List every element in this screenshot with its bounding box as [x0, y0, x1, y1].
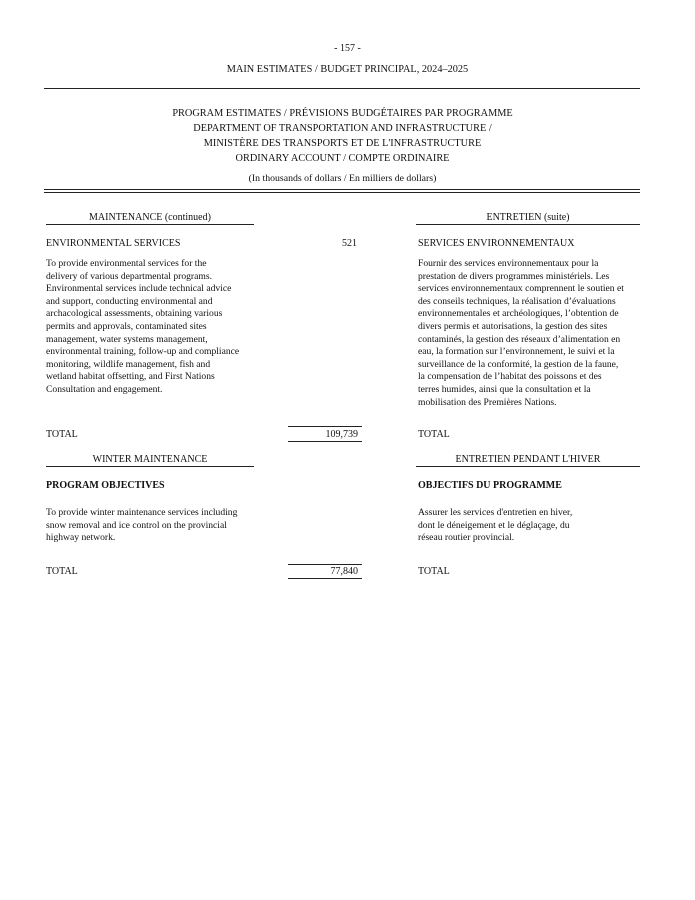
text-line: divers permis et autorisations, la gestion des sites [418, 320, 608, 332]
winter-total-bottom-rule [288, 578, 362, 579]
winter-heading-fr-rule [416, 466, 640, 467]
objectives-heading-en: PROGRAM OBJECTIVES [46, 480, 165, 491]
text-line: permits and approvals, contaminated sites [46, 320, 207, 332]
units-note: (In thousands of dollars / En milliers de dollars) [248, 173, 437, 184]
text-line: Consultation and engagement. [46, 383, 163, 395]
header-line-2: DEPARTMENT OF TRANSPORTATION AND INFRASTRUCTURE / [193, 123, 492, 134]
total-label-fr: TOTAL [418, 429, 450, 440]
text-line: Assurer les services d'entretien en hiver, [418, 507, 573, 518]
winter-heading-fr: ENTRETIEN PENDANT L'HIVER [455, 454, 601, 465]
program-amount: 521 [342, 238, 357, 249]
text-line: Environmental services include technical advice [46, 283, 232, 295]
text-line: Fournir des services environnementaux pour la [418, 258, 599, 269]
header-line-1: PROGRAM ESTIMATES / PRÉVISIONS BUDGÉTAIRES PAR PROGRAMME [172, 108, 513, 119]
text-line: eau, la formation sur l’environnement, le suivi et la [418, 346, 615, 358]
text-line: environnementales et archéologiques, l’obtention de [418, 308, 619, 320]
winter-total-amount: 77,840 [330, 566, 358, 577]
text-line: monitoring, wildlife management, fish and [46, 358, 211, 370]
text-line: To provide environmental services for the [46, 258, 207, 269]
text-line: snow removal and ice control on the provincial [46, 519, 227, 531]
section-heading-fr-rule [416, 224, 640, 225]
program-description-en [46, 258, 286, 397]
header-double-rule-top [44, 189, 640, 190]
total-top-rule [288, 426, 362, 427]
winter-total-label-en: TOTAL [46, 566, 78, 577]
section-heading-en: MAINTENANCE (continued) [89, 212, 211, 223]
winter-total-label-fr: TOTAL [418, 566, 450, 577]
text-line: la compensation de l’habitat des poissons et des [418, 371, 602, 383]
text-line: archacological assessments, obtaining various [46, 308, 223, 320]
winter-description-fr [418, 507, 643, 545]
header-line-3: MINISTÈRE DES TRANSPORTS ET DE L'INFRASTRUCTURE [203, 138, 482, 149]
winter-heading-en-rule [46, 466, 254, 467]
text-line: and support, conducting environmental and [46, 295, 213, 307]
text-line: des conseils techniques, la réalisation d’évaluations [418, 295, 616, 307]
total-bottom-rule [288, 441, 362, 442]
text-line: To provide winter maintenance services including [46, 507, 238, 518]
program-description-fr [418, 258, 643, 409]
text-line: prestation de divers programmes ministériels. Les [418, 270, 610, 282]
text-line: services environnementaux comprennent le soutien et [418, 283, 624, 295]
text-line: mobilisation des Premières Nations. [418, 396, 557, 408]
text-line: highway network. [46, 532, 116, 544]
header-line-4: ORDINARY ACCOUNT / COMPTE ORDINAIRE [235, 153, 450, 164]
total-amount: 109,739 [325, 429, 358, 440]
total-label-en: TOTAL [46, 429, 78, 440]
text-line: management, water systems management, [46, 333, 208, 345]
program-title-fr: SERVICES ENVIRONNEMENTAUX [418, 238, 575, 249]
page-number: - 157 - [334, 43, 361, 54]
text-line: dont le déneigement et le déglaçage, du [418, 519, 570, 531]
text-line: surveillance de la conformité, la gestion de la faune, [418, 358, 619, 370]
winter-description-en [46, 507, 286, 545]
header-top-rule [44, 88, 640, 89]
text-line: contaminés, la gestion des réseaux d’alimentation en [418, 333, 621, 345]
text-line: wetland habitat offsetting, and First Nations [46, 371, 215, 383]
running-title: MAIN ESTIMATES / BUDGET PRINCIPAL, 2024–2025 [226, 64, 469, 75]
section-heading-fr: ENTRETIEN (suite) [486, 212, 570, 223]
objectives-heading-fr: OBJECTIFS DU PROGRAMME [418, 480, 562, 491]
winter-heading-en: WINTER MAINTENANCE [92, 454, 208, 465]
winter-total-top-rule [288, 564, 362, 565]
program-title-en: ENVIRONMENTAL SERVICES [46, 238, 181, 249]
text-line: réseau routier provincial. [418, 532, 515, 544]
header-double-rule-bottom [44, 192, 640, 193]
section-heading-en-rule [46, 224, 254, 225]
text-line: terres humides, ainsi que la consultation et la [418, 383, 591, 395]
text-line: delivery of various departmental programs. [46, 270, 212, 282]
text-line: environmental training, follow-up and compliance [46, 346, 240, 358]
